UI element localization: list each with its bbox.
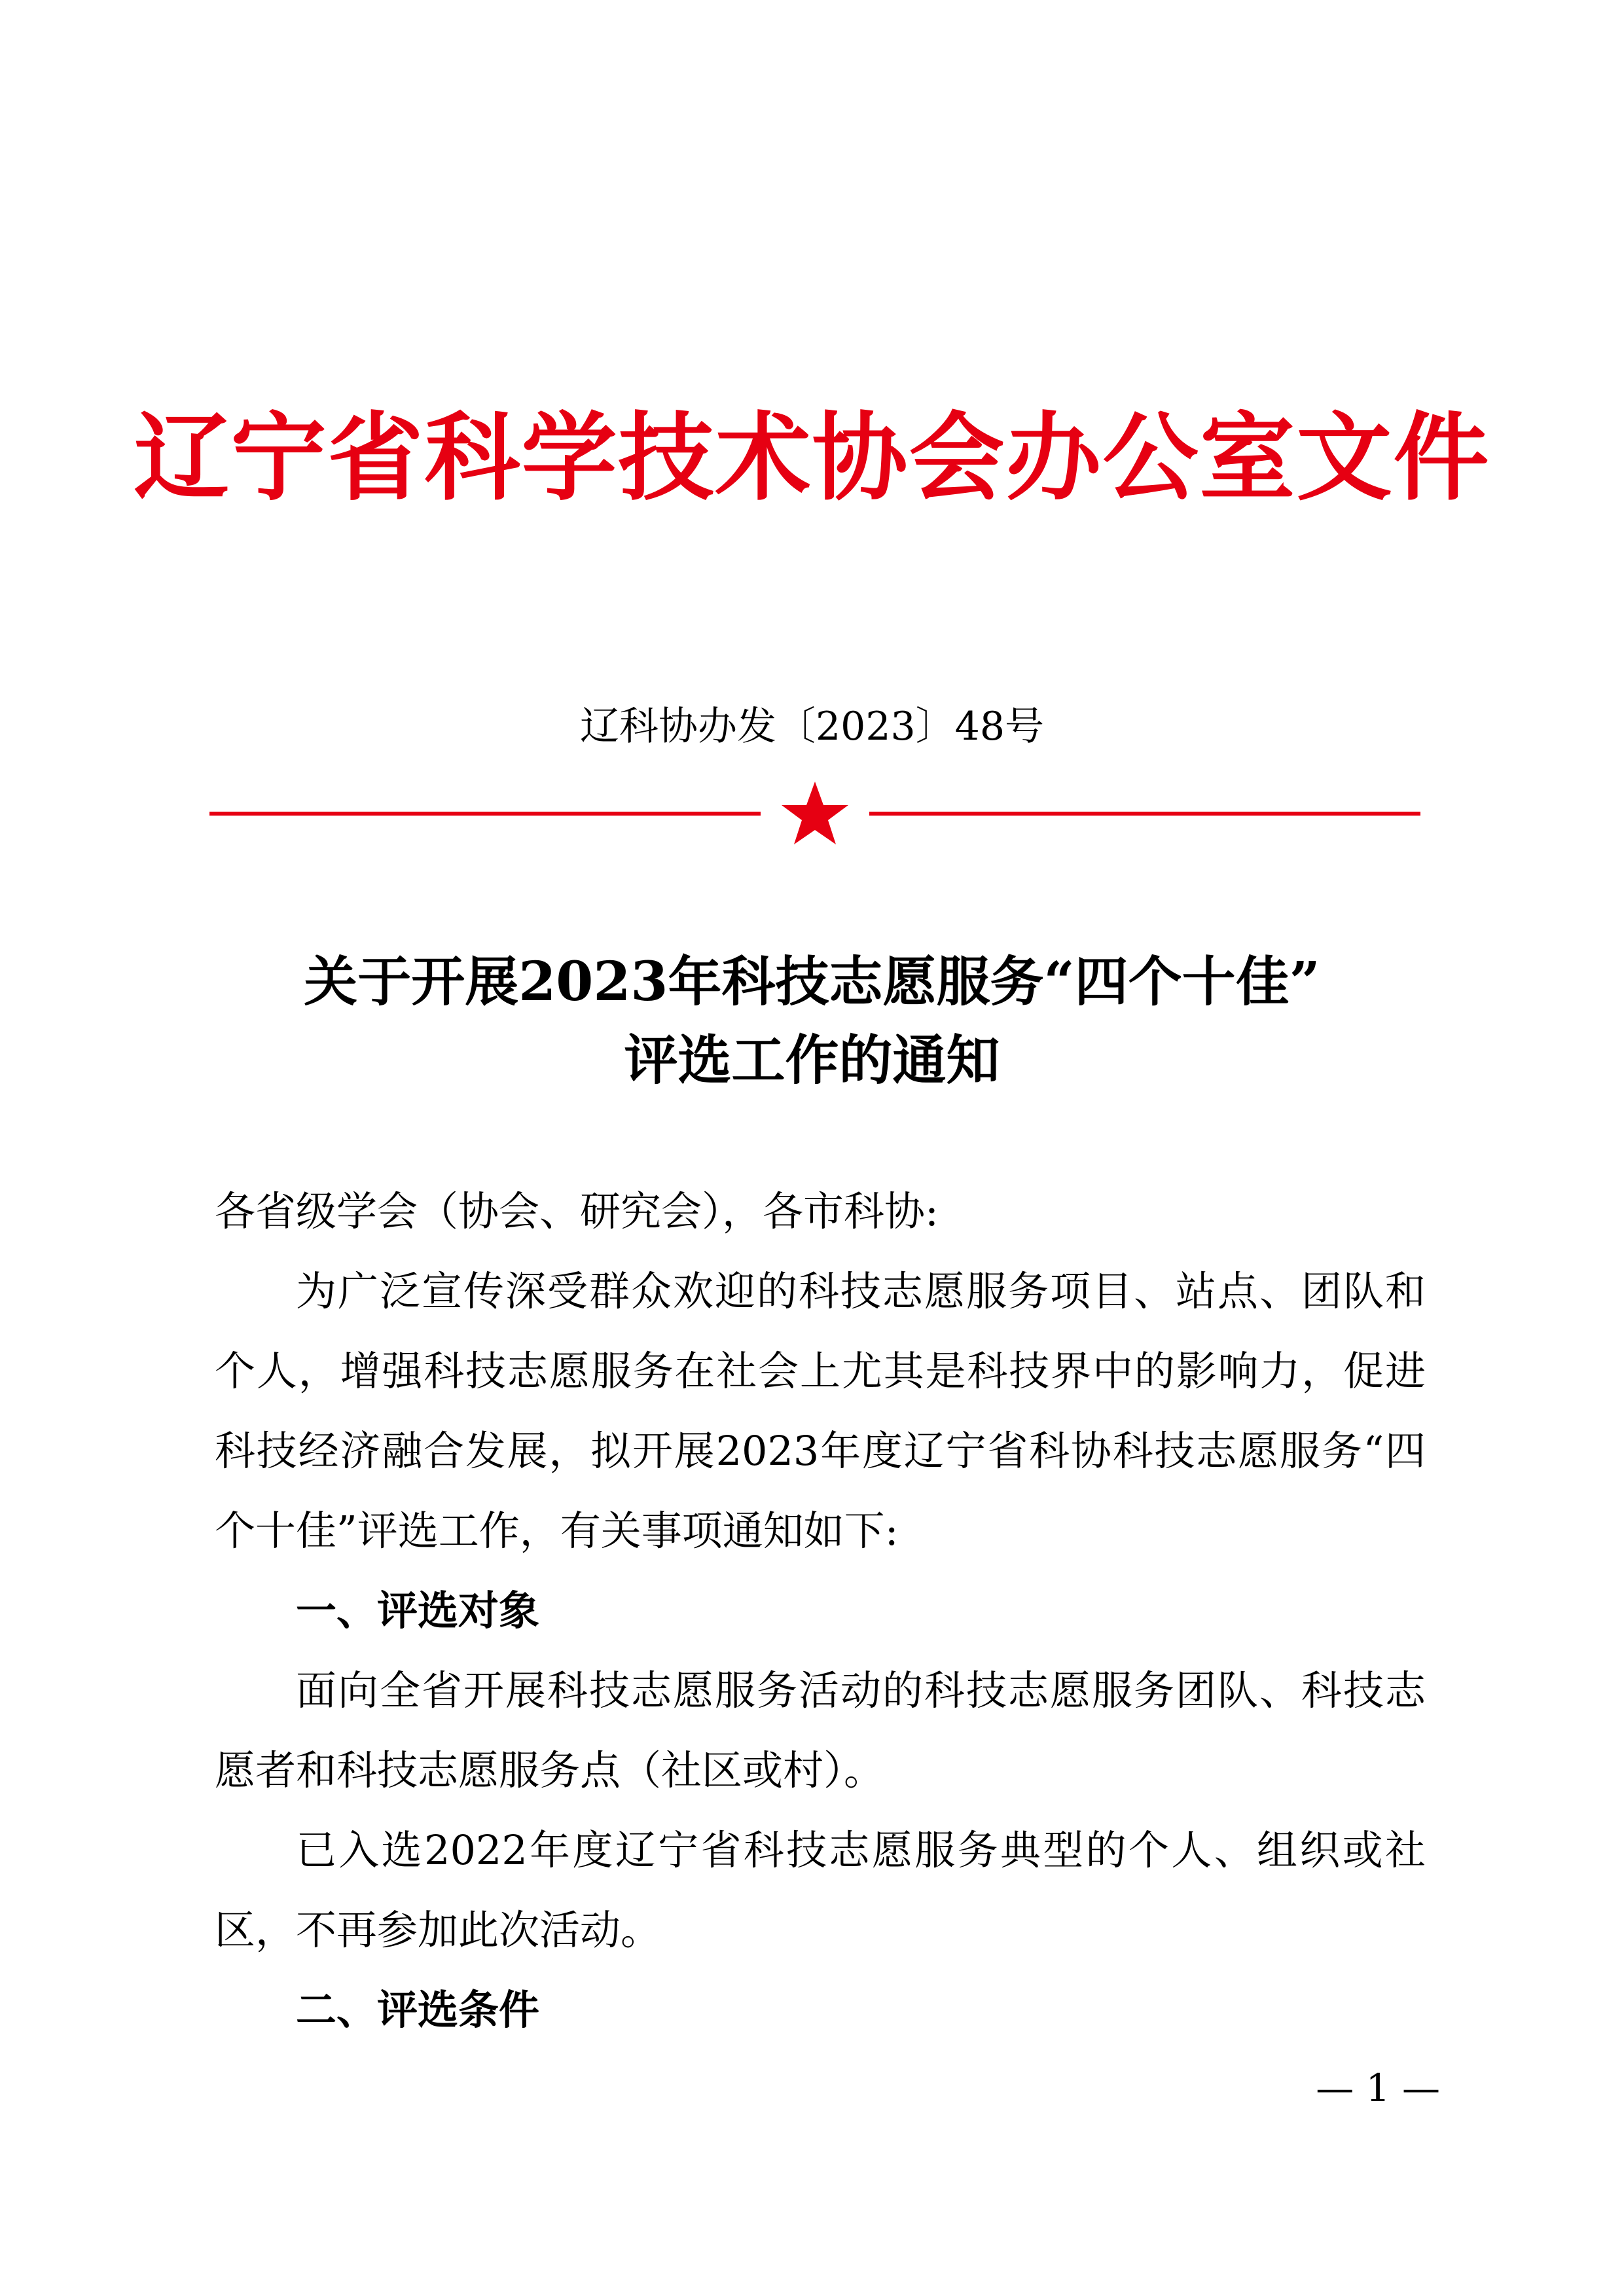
notice-title bbox=[0, 943, 1624, 1100]
page-number: — 1 — bbox=[1316, 2066, 1440, 2110]
salutation: 各省级学会（协会、研究会），各市科协: bbox=[215, 1187, 939, 1235]
star-icon bbox=[782, 782, 848, 844]
divider-line-left bbox=[209, 812, 761, 816]
section-1-paragraph-2: 已入选2022年度辽宁省科技志愿服务典型的个人、组织或社区，不再参加此次活动。 bbox=[215, 1826, 1426, 1954]
document-number: 辽科协办发〔2023〕48号 bbox=[579, 704, 1045, 749]
document-masthead: 辽宁省科学技术协会办公室文件 bbox=[134, 403, 1490, 514]
intro-paragraph: 为广泛宣传深受群众欢迎的科技志愿服务项目、站点、团队和个人，增强科技志愿服务在社会上尤其是科技界中的影响力，促进科技经济融合发展，拟开展2023年度辽宁省科协科技志愿服务“四个十佳”评选工作，有关事项通知如下: bbox=[215, 1267, 1426, 1555]
notice-body bbox=[215, 1172, 1426, 2050]
notice-title-line-1: 关于开展2023年科技志愿服务“四个十佳” bbox=[304, 950, 1320, 1013]
red-divider bbox=[209, 779, 1420, 857]
section-1-paragraph-1: 面向全省开展科技志愿服务活动的科技志愿服务团队、科技志愿者和科技志愿服务点（社区或村）。 bbox=[215, 1667, 1426, 1794]
notice-title-line-2: 评选工作的通知 bbox=[624, 1029, 1000, 1092]
divider-line-right bbox=[869, 812, 1420, 816]
section-heading-2: 二、评选条件 bbox=[296, 1986, 540, 2034]
section-heading-1: 一、评选对象 bbox=[296, 1587, 540, 1634]
